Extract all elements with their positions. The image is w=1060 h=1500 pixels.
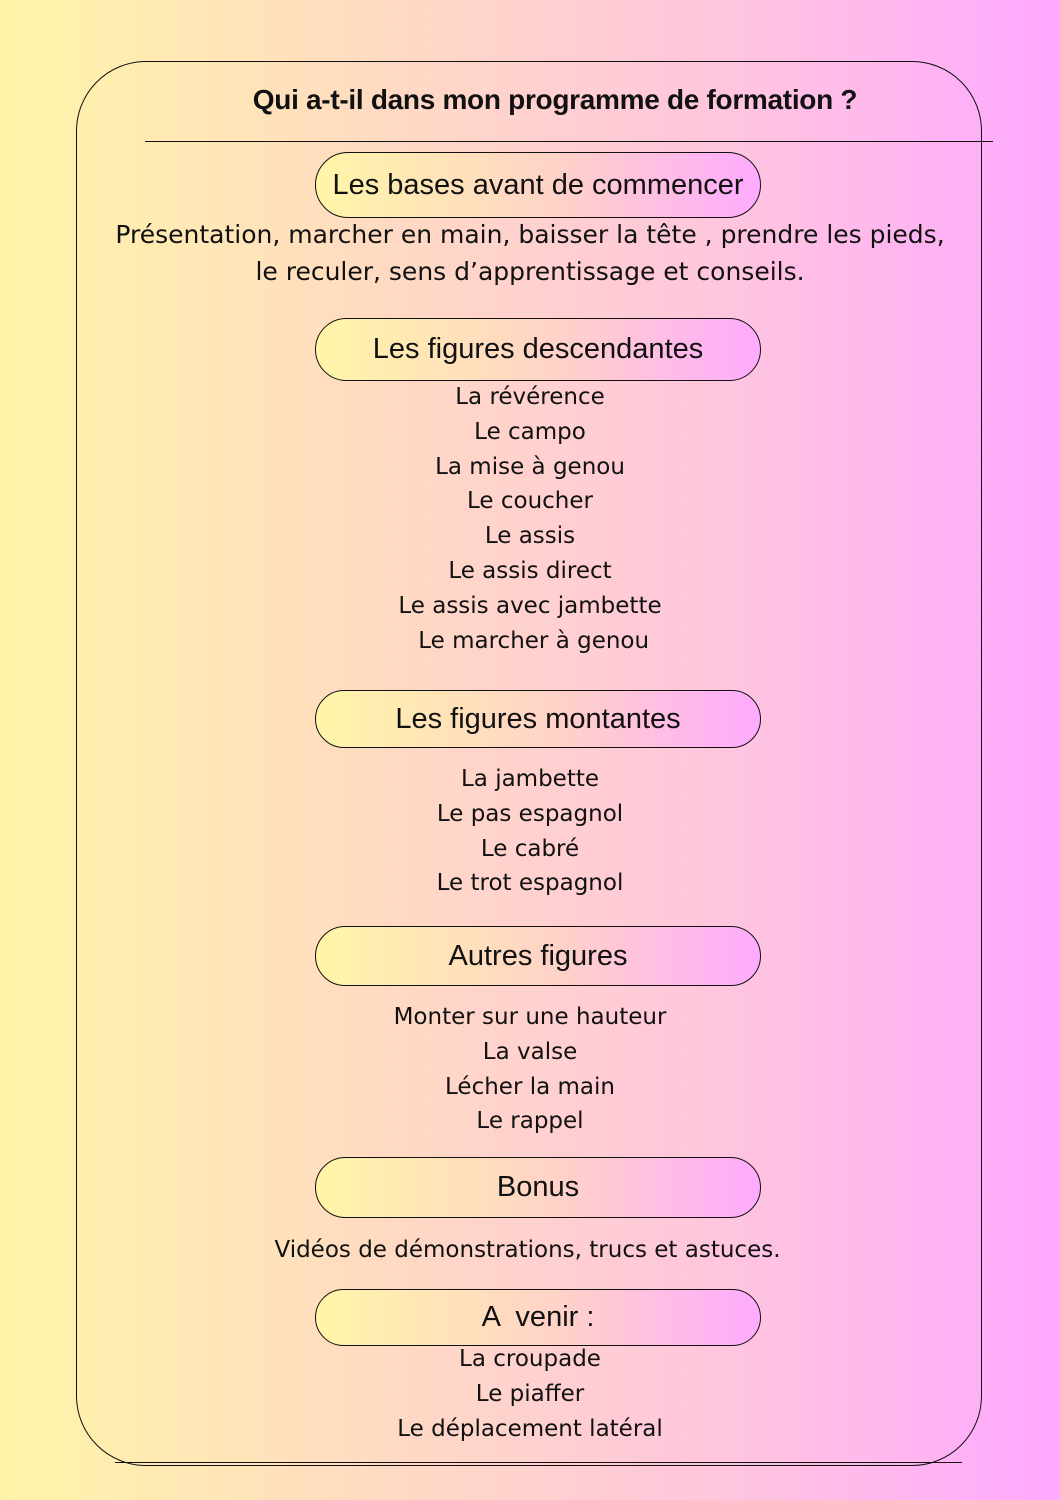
page-title: Qui a-t-il dans mon programme de formation ?	[252, 84, 858, 115]
list-montantes	[0, 762, 1060, 901]
list-item: Le piaffer	[475, 1380, 585, 1407]
list-descendantes	[0, 380, 1060, 658]
list-item: La révérence	[455, 384, 605, 410]
section-heading-montantes: Les figures montantes	[315, 690, 761, 748]
list-item: La croupade	[459, 1346, 601, 1372]
section-text-bonus: Vidéos de démonstrations, trucs et astuces.	[274, 1237, 781, 1263]
section-text-line: le reculer, sens d’apprentissage et conseils.	[255, 257, 805, 286]
list-item: Le assis avec jambette	[398, 592, 662, 619]
list-item: Le déplacement latéral	[397, 1415, 663, 1442]
list-item: Le assis	[484, 523, 576, 550]
list-item: Le coucher	[467, 488, 593, 515]
list-item: Monter sur une hauteur	[393, 1004, 667, 1030]
list-item: La valse	[482, 1038, 578, 1065]
list-item: Le cabré	[480, 835, 580, 862]
list-item: Le campo	[474, 418, 586, 445]
section-text-line: Présentation, marcher en main, baisser la tête , prendre les pieds,	[115, 220, 945, 249]
section-heading-a-venir: A venir :	[315, 1289, 761, 1346]
bottom-divider	[115, 1462, 962, 1463]
list-item: Le pas espagnol	[436, 800, 624, 827]
title-divider	[145, 141, 993, 142]
list-item: Le assis direct	[448, 557, 612, 584]
list-a-venir	[0, 1342, 1060, 1446]
section-heading-bases: Les bases avant de commencer	[315, 152, 761, 218]
list-item: La mise à genou	[435, 453, 625, 480]
section-heading-bonus: Bonus	[315, 1157, 761, 1218]
section-heading-descendantes: Les figures descendantes	[315, 318, 761, 381]
list-item: Le trot espagnol	[436, 870, 624, 897]
section-text-bases	[0, 216, 1060, 290]
list-item: Le rappel	[476, 1108, 584, 1135]
list-autres	[0, 1000, 1060, 1139]
list-item: La jambette	[460, 766, 600, 792]
list-item: Lécher la main	[445, 1073, 615, 1100]
list-item: Le marcher à genou	[410, 627, 650, 654]
section-heading-autres: Autres figures	[315, 926, 761, 986]
